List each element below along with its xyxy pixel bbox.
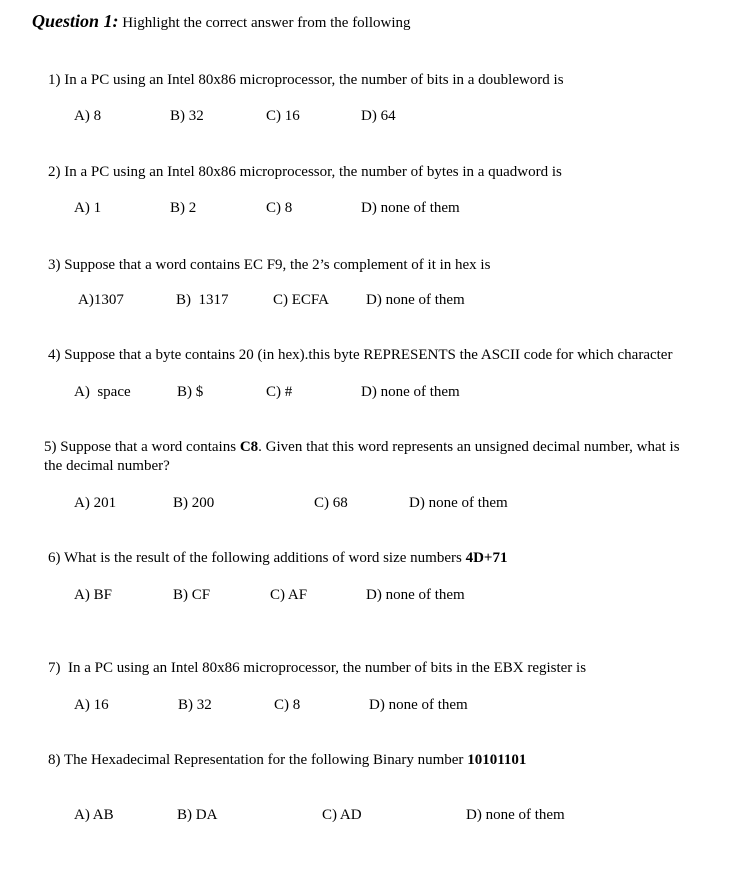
q7-option-a[interactable]: A) 16 [74,697,109,713]
question-8-text [48,751,526,769]
q6-option-b[interactable]: B) CF [173,587,211,603]
q5-option-b[interactable]: B) 200 [173,495,215,511]
q1-option-a[interactable]: A) 8 [74,108,102,124]
q3-option-a[interactable]: A)1307 [78,292,124,308]
q5-text-post: . Given that this word represents an unsigned decimal number, what is [258,439,680,455]
q8-option-d[interactable]: D) none of them [466,807,565,823]
q8-text-pre: 8) The Hexadecimal Representation for the following Binary number [48,752,468,768]
question-7-text: 7) In a PC using an Intel 80x86 microprocessor, the number of bits in the EBX register is [48,660,587,676]
q3-option-b[interactable]: B) 1317 [176,292,229,308]
q2-option-c[interactable]: C) 8 [266,200,293,216]
q5-option-d[interactable]: D) none of them [409,495,508,511]
question-2-text: 2) In a PC using an Intel 80x86 microprocessor, the number of bytes in a quadword is [48,164,562,180]
q7-option-b[interactable]: B) 32 [178,697,212,713]
q7-option-c[interactable]: C) 8 [274,697,301,713]
q1-option-b[interactable]: B) 32 [170,108,204,124]
q6-option-c[interactable]: C) AF [270,587,308,603]
q4-option-d[interactable]: D) none of them [361,384,460,400]
q5-option-c[interactable]: C) 68 [314,495,348,511]
q6-text-pre: 6) What is the result of the following additions of word size numbers [48,550,466,566]
q5-option-a[interactable]: A) 201 [74,495,117,511]
heading-text: Highlight the correct answer from the following [122,15,411,31]
q2-option-b[interactable]: B) 2 [170,200,197,216]
q6-option-d[interactable]: D) none of them [366,587,465,603]
question-5-text-line1 [44,438,680,456]
question-3-text: 3) Suppose that a word contains EC F9, the 2’s complement of it in hex is [48,257,491,273]
q4-option-b[interactable]: B) $ [177,384,204,400]
q6-option-a[interactable]: A) BF [74,587,112,603]
q8-option-c[interactable]: C) AD [322,807,362,823]
question-5-text-line2: the decimal number? [44,458,170,474]
page-heading [32,12,411,32]
q8-option-b[interactable]: B) DA [177,807,218,823]
q1-option-c[interactable]: C) 16 [266,108,300,124]
q4-option-c[interactable]: C) # [266,384,293,400]
q5-text-pre: 5) Suppose that a word contains [44,439,240,455]
q4-option-a[interactable]: A) space [74,384,131,400]
question-1-text: 1) In a PC using an Intel 80x86 microprocessor, the number of bits in a doubleword is [48,72,564,88]
q7-option-d[interactable]: D) none of them [369,697,468,713]
question-4-text: 4) Suppose that a byte contains 20 (in hex).this byte REPRESENTS the ASCII code for which character [48,347,673,363]
q3-option-d[interactable]: D) none of them [366,292,465,308]
q5-text-bold: C8 [239,439,259,455]
q8-option-a[interactable]: A) AB [74,807,114,823]
q1-option-d[interactable]: D) 64 [361,108,396,124]
q2-option-d[interactable]: D) none of them [361,200,460,216]
question-6-text [48,549,507,567]
q6-text-bold: 4D+71 [465,550,508,566]
heading-label: Question 1: [32,11,119,31]
q2-option-a[interactable]: A) 1 [74,200,102,216]
q3-option-c[interactable]: C) ECFA [273,292,329,308]
q8-text-bold: 10101101 [467,752,527,768]
